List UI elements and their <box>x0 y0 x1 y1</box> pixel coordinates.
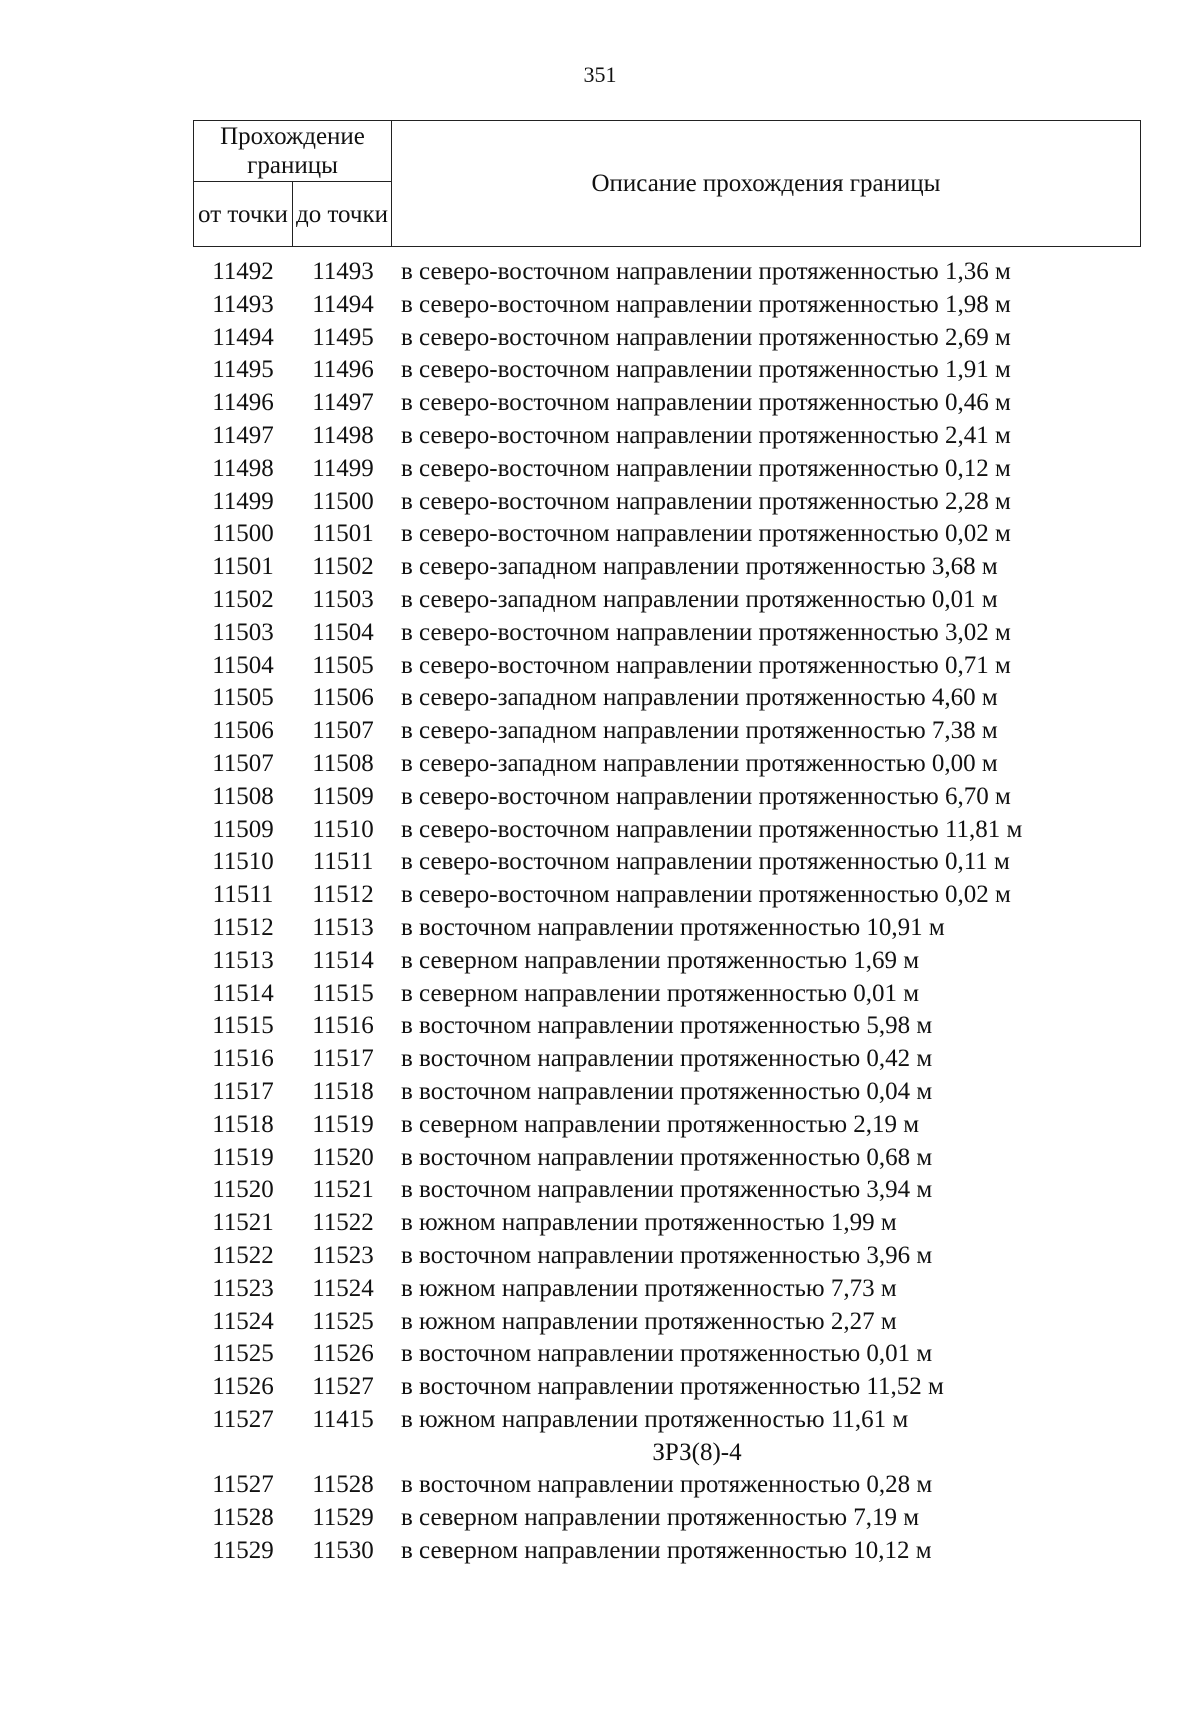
point-to: 11519 <box>312 1110 374 1138</box>
point-from: 11497 <box>212 421 274 449</box>
boundary-description: в северо-восточном направлении протяженностью 1,36 м <box>401 258 1011 285</box>
boundary-description: в северо-восточном направлении протяженностью 0,11 м <box>401 848 1010 876</box>
point-from: 11513 <box>212 946 274 974</box>
boundary-description: в восточном направлении протяженностью 0,01 м <box>401 1340 933 1368</box>
point-from: 11496 <box>212 389 274 417</box>
point-from: 11493 <box>212 290 274 318</box>
point-from: 11494 <box>212 323 274 351</box>
table-row <box>193 420 1153 453</box>
boundary-description: в северо-восточном направлении протяженностью 2,28 м <box>401 487 1011 515</box>
point-from: 11516 <box>212 1045 274 1073</box>
point-from: 11495 <box>212 356 274 384</box>
point-from: 11517 <box>212 1077 274 1105</box>
point-from: 11509 <box>212 815 274 843</box>
table-row <box>193 256 1153 289</box>
point-to: 11500 <box>312 487 374 515</box>
boundary-description: в северном направлении протяженностью 10,12 м <box>401 1537 932 1565</box>
page-number: 351 <box>583 62 617 87</box>
point-from: 11522 <box>212 1241 274 1269</box>
table-row <box>193 912 1153 945</box>
table-row <box>193 1469 1153 1502</box>
boundary-description: в восточном направлении протяженностью 0,68 м <box>401 1143 933 1171</box>
point-to: 11498 <box>312 421 374 449</box>
boundary-description: в южном направлении протяженностью 1,99 м <box>401 1209 897 1237</box>
point-to: 11524 <box>312 1274 374 1302</box>
table-row <box>193 978 1153 1011</box>
table-row <box>193 354 1153 387</box>
boundary-description: в северо-восточном направлении протяженностью 0,71 м <box>401 651 1011 679</box>
point-from: 11524 <box>212 1307 274 1335</box>
boundary-description: в восточном направлении протяженностью 3,94 м <box>401 1176 933 1204</box>
point-from: 11528 <box>212 1504 274 1532</box>
point-to: 11525 <box>312 1307 374 1335</box>
point-to: 11508 <box>312 749 374 777</box>
header-to: до точки <box>293 182 392 247</box>
table-row <box>193 1404 1153 1437</box>
boundary-description: в северо-восточном направлении протяженностью 0,02 м <box>401 520 1011 548</box>
table-row <box>193 289 1153 322</box>
table-row <box>193 715 1153 748</box>
table-row <box>193 387 1153 420</box>
point-to: 11494 <box>312 290 374 318</box>
table-row <box>193 748 1153 781</box>
point-from: 11512 <box>212 913 274 941</box>
point-from: 11492 <box>212 258 274 285</box>
point-from: 11514 <box>212 979 274 1007</box>
point-from: 11500 <box>212 520 274 548</box>
section-title: ЗРЗ(8)-4 <box>652 1438 742 1466</box>
boundary-description: в северо-восточном направлении протяженностью 0,12 м <box>401 454 1011 482</box>
point-from: 11523 <box>212 1274 274 1302</box>
boundary-description: в северо-восточном направлении протяженностью 1,91 м <box>401 356 1011 384</box>
table-row <box>193 1010 1153 1043</box>
table-row <box>193 682 1153 715</box>
rows-group-after <box>193 1469 1153 1567</box>
table-row <box>193 584 1153 617</box>
boundary-rows <box>193 256 1153 1568</box>
table-row <box>193 1535 1153 1568</box>
table-row <box>193 1076 1153 1109</box>
point-to: 11499 <box>312 454 374 482</box>
boundary-description: в северо-западном направлении протяженностью 7,38 м <box>401 717 998 745</box>
point-to: 11530 <box>312 1537 374 1565</box>
table-row <box>193 551 1153 584</box>
boundary-description: в северо-восточном направлении протяженностью 2,69 м <box>401 323 1011 351</box>
boundary-description: в северо-восточном направлении протяженностью 11,81 м <box>401 815 1023 843</box>
table-row <box>193 846 1153 879</box>
point-from: 11529 <box>212 1537 274 1565</box>
boundary-description: в северо-восточном направлении протяженностью 6,70 м <box>401 782 1011 810</box>
table-row <box>193 1207 1153 1240</box>
point-to: 11493 <box>312 258 374 285</box>
point-to: 11503 <box>312 585 374 613</box>
table-row <box>193 1174 1153 1207</box>
point-to: 11505 <box>312 651 374 679</box>
point-to: 11521 <box>312 1176 374 1204</box>
point-to: 11529 <box>312 1504 374 1532</box>
table-row <box>193 945 1153 978</box>
point-to: 11526 <box>312 1340 374 1368</box>
boundary-description: в северо-восточном направлении протяженностью 3,02 м <box>401 618 1011 646</box>
point-to: 11523 <box>312 1241 374 1269</box>
point-to: 11528 <box>312 1471 374 1499</box>
table-row <box>193 879 1153 912</box>
point-from: 11520 <box>212 1176 274 1204</box>
header-from: от точки <box>194 182 293 247</box>
table-row <box>193 650 1153 683</box>
point-from: 11521 <box>212 1209 274 1237</box>
table-row <box>193 453 1153 486</box>
point-to: 11506 <box>312 684 374 712</box>
boundary-description: в южном направлении протяженностью 7,73 м <box>401 1274 897 1302</box>
header-description: Описание прохождения границы <box>392 121 1141 247</box>
point-to: 11516 <box>312 1012 374 1040</box>
boundary-description: в северо-восточном направлении протяженностью 0,02 м <box>401 881 1011 909</box>
boundary-description: в восточном направлении протяженностью 0,42 м <box>401 1045 933 1073</box>
boundary-description: в северо-восточном направлении протяженностью 0,46 м <box>401 389 1011 417</box>
point-to: 11509 <box>312 782 374 810</box>
point-to: 11515 <box>312 979 374 1007</box>
boundary-description: в северном направлении протяженностью 1,69 м <box>401 946 920 974</box>
point-from: 11518 <box>212 1110 274 1138</box>
point-to: 11518 <box>312 1077 374 1105</box>
boundary-description: в северо-восточном направлении протяженностью 1,98 м <box>401 290 1011 318</box>
boundary-description: в северном направлении протяженностью 2,19 м <box>401 1110 920 1138</box>
point-from: 11501 <box>212 553 274 581</box>
point-from: 11505 <box>212 684 274 712</box>
boundary-description: в северо-западном направлении протяженностью 0,00 м <box>401 749 998 777</box>
boundary-description: в северо-западном направлении протяженностью 3,68 м <box>401 553 998 581</box>
table-row <box>193 518 1153 551</box>
boundary-description: в восточном направлении протяженностью 5,98 м <box>401 1012 933 1040</box>
point-from: 11498 <box>212 454 274 482</box>
point-from: 11526 <box>212 1373 274 1401</box>
point-to: 11517 <box>312 1045 374 1073</box>
boundary-description: в восточном направлении протяженностью 10,91 м <box>401 913 945 941</box>
table-row <box>193 1142 1153 1175</box>
point-from: 11510 <box>212 848 274 876</box>
point-to: 11504 <box>312 618 374 646</box>
table-row <box>193 1240 1153 1273</box>
point-from: 11507 <box>212 749 274 777</box>
point-to: 11495 <box>312 323 374 351</box>
point-to: 11510 <box>312 815 374 843</box>
point-to: 11511 <box>312 848 374 876</box>
point-to: 11507 <box>312 717 374 745</box>
point-to: 11520 <box>312 1143 374 1171</box>
point-from: 11506 <box>212 717 274 745</box>
boundary-description: в северо-восточном направлении протяженностью 2,41 м <box>401 421 1011 449</box>
point-to: 11501 <box>312 520 374 548</box>
table-row <box>193 1502 1153 1535</box>
boundary-description: в северном направлении протяженностью 7,19 м <box>401 1504 920 1532</box>
table-row <box>193 814 1153 847</box>
table-row <box>193 1306 1153 1339</box>
header-passage: Прохождение границы <box>194 121 392 182</box>
point-to: 11512 <box>312 881 374 909</box>
point-from: 11504 <box>212 651 274 679</box>
table-row <box>193 1338 1153 1371</box>
boundary-description: в южном направлении протяженностью 11,61 м <box>401 1405 909 1433</box>
boundary-description: в восточном направлении протяженностью 11,52 м <box>401 1373 944 1401</box>
boundary-description: в северо-западном направлении протяженностью 4,60 м <box>401 684 998 712</box>
table-row <box>193 322 1153 355</box>
point-from: 11515 <box>212 1012 274 1040</box>
point-to: 11502 <box>312 553 374 581</box>
boundary-description: в северном направлении протяженностью 0,01 м <box>401 979 920 1007</box>
point-to: 11415 <box>312 1405 374 1433</box>
point-from: 11527 <box>212 1471 274 1499</box>
point-from: 11525 <box>212 1340 274 1368</box>
boundary-description: в восточном направлении протяженностью 0,28 м <box>401 1471 933 1499</box>
boundary-description: в восточном направлении протяженностью 0,04 м <box>401 1077 933 1105</box>
point-to: 11513 <box>312 913 374 941</box>
point-from: 11511 <box>212 881 274 909</box>
point-to: 11514 <box>312 946 374 974</box>
point-from: 11519 <box>212 1143 274 1171</box>
point-from: 11508 <box>212 782 274 810</box>
table-row <box>193 1273 1153 1306</box>
table-row <box>193 1371 1153 1404</box>
boundary-description: в южном направлении протяженностью 2,27 м <box>401 1307 897 1335</box>
point-from: 11502 <box>212 585 274 613</box>
table-row <box>193 781 1153 814</box>
point-from: 11503 <box>212 618 274 646</box>
table-row <box>193 1109 1153 1142</box>
table-header <box>193 120 1141 247</box>
point-from: 11499 <box>212 487 274 515</box>
table-row <box>193 486 1153 519</box>
rows-group <box>193 256 1153 1437</box>
point-to: 11497 <box>312 389 374 417</box>
boundary-description: в северо-западном направлении протяженностью 0,01 м <box>401 585 998 613</box>
point-to: 11496 <box>312 356 374 384</box>
point-to: 11522 <box>312 1209 374 1237</box>
boundary-description: в восточном направлении протяженностью 3,96 м <box>401 1241 933 1269</box>
point-to: 11527 <box>312 1373 374 1401</box>
point-from: 11527 <box>212 1405 274 1433</box>
table-row <box>193 1043 1153 1076</box>
table-row <box>193 617 1153 650</box>
